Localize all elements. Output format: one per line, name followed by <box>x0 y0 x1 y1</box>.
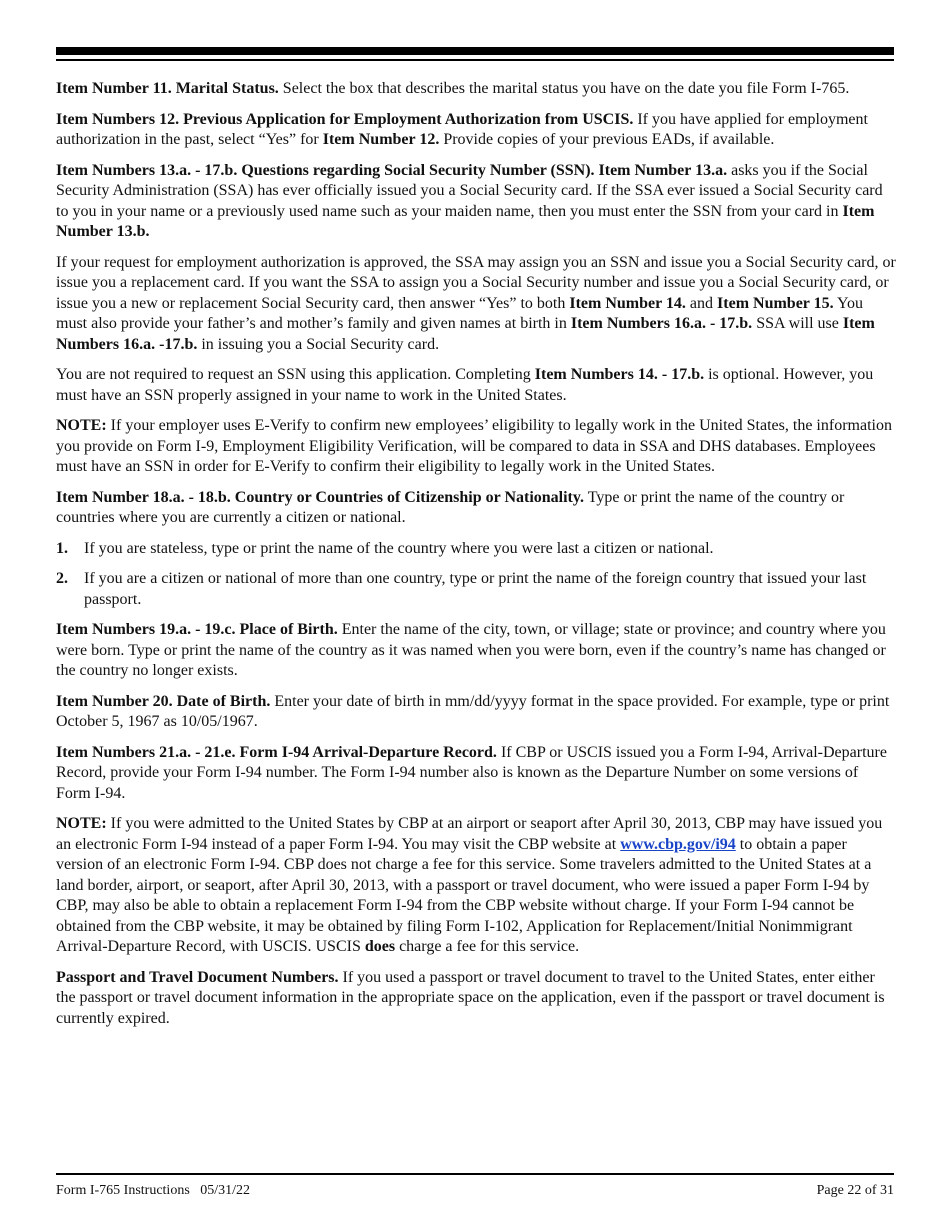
list-number: 2. <box>56 570 68 587</box>
i94-note: NOTE: If you were admitted to the United States by CBP at an airport or seaport after April 30, 2013, CBP may have issued you an electronic Form I-94 instead of a paper Form I-94. You may visit the CBP website at www.cbp.gov/i94 to obtain a paper version of an electronic Form I-94. CBP does not charge a fee for this service. Some travelers admitted to the United States at a land border, airport, or seaport, after April 30, 2013, with a passport or travel document, who were issued a paper Form I-94 by CBP, may also be able to obtain a replacement Form I-94 from the CBP website without charge. If your Form I-94 cannot be obtained from the CBP website, it may be obtained by filing Form I-102, Application for Replacement/Initial Nonimmigrant Arrival-Departure Record, with USCIS. USCIS does charge a fee for this service. <box>56 815 883 955</box>
cbp-i94-link[interactable]: www.cbp.gov/i94 <box>620 835 736 853</box>
footer-page-number: Page 22 of 31 <box>816 1183 894 1198</box>
item-11-marital-status: Item Number 11. Marital Status. Select the box that describes the marital status you have on the date you file Form I-765. <box>56 80 850 97</box>
footer-form-id: Form I-765 Instructions 05/31/22 <box>56 1183 251 1198</box>
item-19-place-of-birth: Item Numbers 19.a. - 19.c. Place of Birth. Enter the name of the city, town, or village; state or province; and country where you were born. Type or print the name of the country as it was named when you were born, even if the country’s name has changed or the country no longer exists. <box>56 621 886 679</box>
item-21-form-i94: Item Numbers 21.a. - 21.e. Form I-94 Arrival-Departure Record. If CBP or USCIS issued you a Form I-94, Arrival-Departure Record, provide your Form I-94 number. The Form I-94 number also is known as the Departure Number on some versions of Form I-94. <box>56 743 887 802</box>
everify-note: NOTE: If your employer uses E-Verify to confirm new employees’ eligibility to legally work in the United States, the information you provide on Form I-9, Employment Eligibility Verification, will be compared to data in SSA and DHS databases. Employees must have an SSN in order for E-Verify to confirm their eligibility to legally work in the United States. <box>56 417 892 475</box>
item-18-citizenship: Item Number 18.a. - 18.b. Country or Countries of Citizenship or Nationality. Type or print the name of the country or countries where you are currently a citizen or national. <box>56 488 845 526</box>
list-number: 1. <box>56 539 68 557</box>
document-body <box>56 79 896 1039</box>
list-text: If you are stateless, type or print the name of the country where you were last a citizen or national. <box>84 539 714 557</box>
header-thin-rule <box>56 59 894 61</box>
item-12-previous-application: Item Numbers 12. Previous Application for Employment Authorization from USCIS. If you have applied for employment authorization in the past, select “Yes” for Item Number 12. Provide copies of your previous EADs, if available. <box>56 110 868 148</box>
header-thick-rule <box>56 47 894 55</box>
item-13-ssn-questions: Item Numbers 13.a. - 17.b. Questions regarding Social Security Number (SSN). Item Number 13.a. asks you if the Social Security Administration (SSA) has ever officially issued you a Social Security card. If the SSA ever issued a Social Security card to you in your name or a previously used name such as your maiden name, then you must enter the SSN from your card in Item Number 13.b. <box>56 161 883 240</box>
item-20-date-of-birth: Item Number 20. Date of Birth. Enter your date of birth in mm/dd/yyyy format in the space provided. For example, type or print October 5, 1967 as 10/05/1967. <box>56 692 890 730</box>
footer-rule <box>56 1173 894 1175</box>
passport-travel-document-numbers: Passport and Travel Document Numbers. If you used a passport or travel document to travel to the United States, enter either the passport or travel document information in the appropriate space on the application, even if the passport or travel document is currently expired. <box>56 968 885 1027</box>
list-item <box>56 539 896 560</box>
ssn-assignment-paragraph: If your request for employment authorization is approved, the SSA may assign you an SSN and issue you a Social Security card, or issue you a replacement card. If you want the SSA to assign you a Social Security number and issue you a Social Security card, or issue you a new or replacement Social Security card, then answer “Yes” to both Item Number 14. and Item Number 15. You must also provide your father’s and mother’s family and given names at birth in Item Numbers 16.a. - 17.b. SSA will use Item Numbers 16.a. -17.b. in issuing you a Social Security card. <box>56 253 896 353</box>
list-text: If you are a citizen or national of more than one country, type or print the name of the foreign country that issued your last passport. <box>84 570 867 608</box>
list-item <box>56 569 896 610</box>
ssn-optional-paragraph: You are not required to request an SSN using this application. Completing Item Numbers 14. - 17.b. is optional. However, you must have an SSN properly assigned in your name to work in the United States. <box>56 366 874 404</box>
